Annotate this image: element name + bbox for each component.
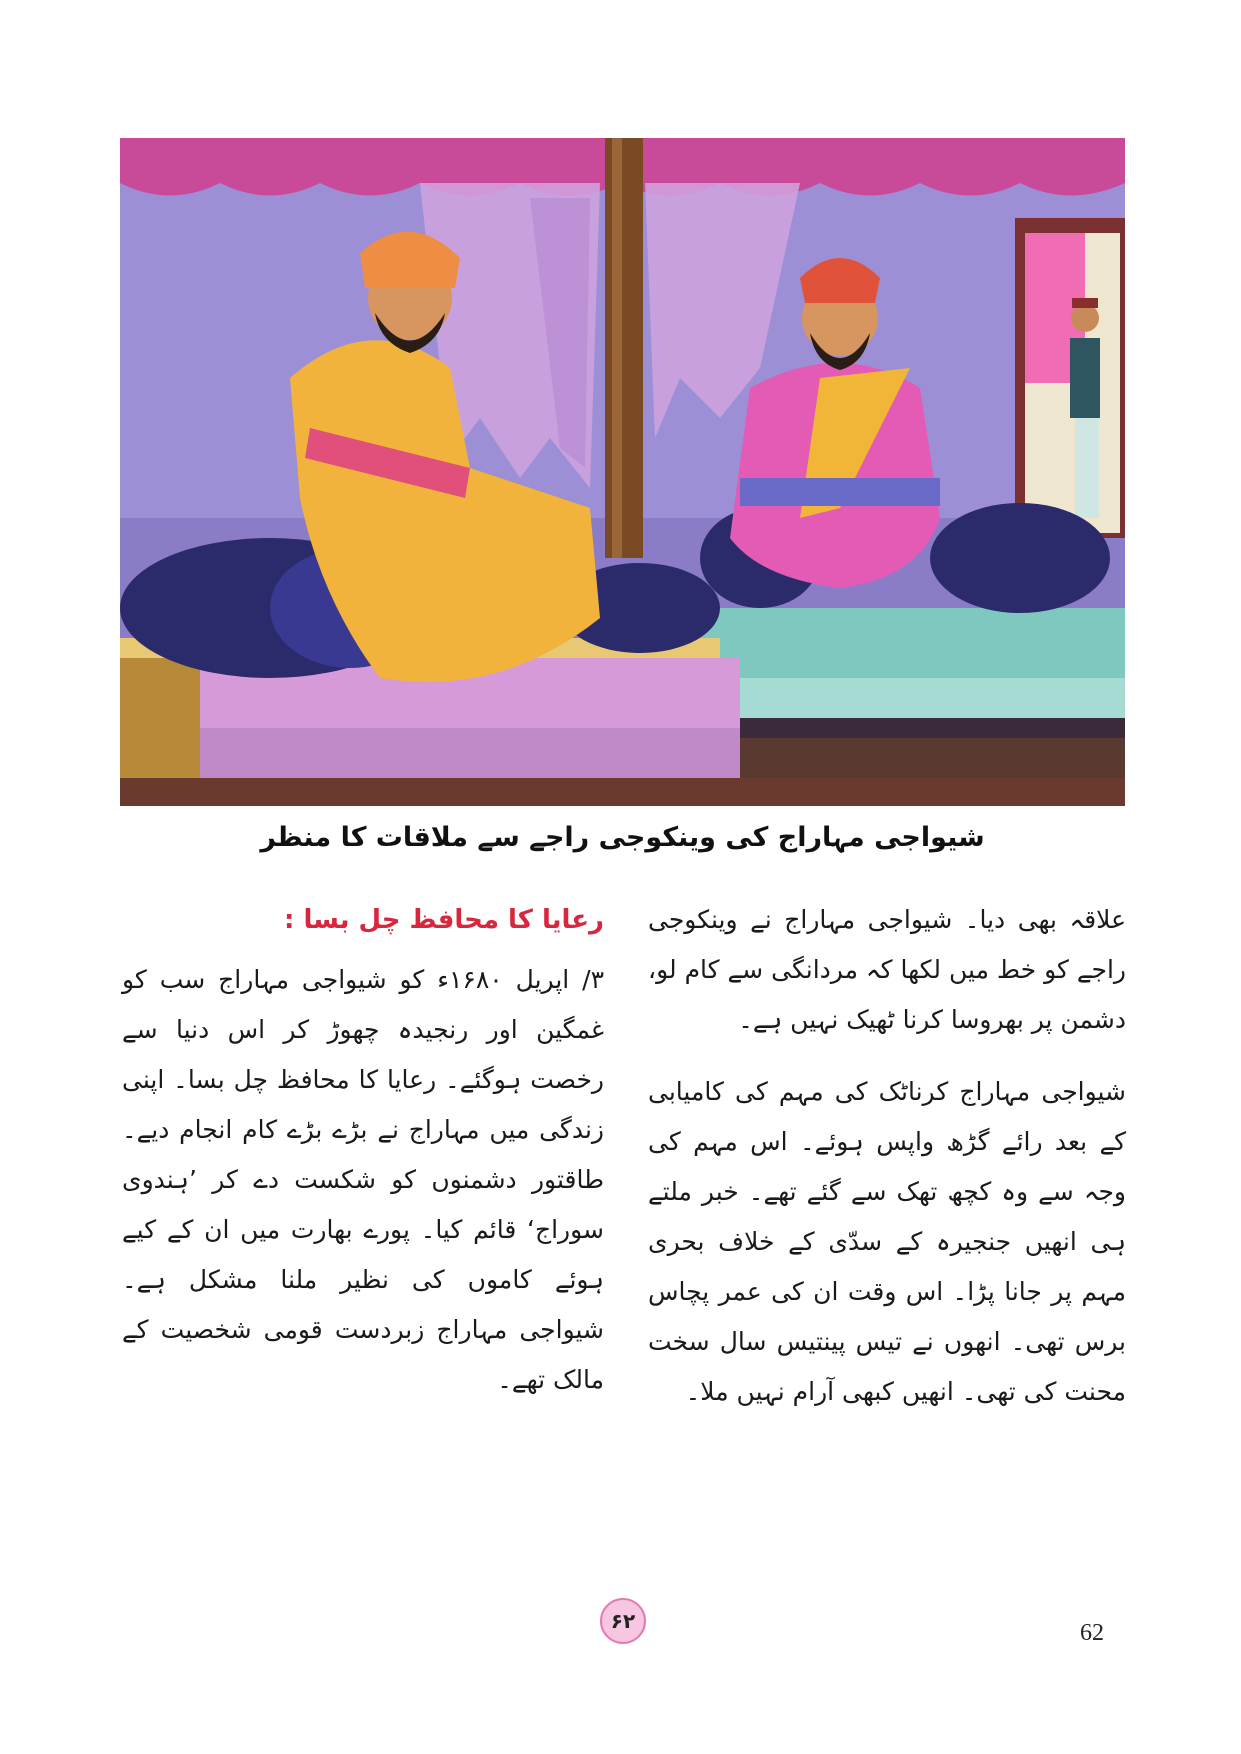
section-heading: رعایا کا محافظ چل بسا : (284, 905, 604, 935)
page-number: 62 (1080, 1620, 1104, 1646)
right-column (648, 895, 1126, 1417)
left-column (122, 895, 604, 1405)
right-paragraph-1: علاقہ بھی دیا۔ شیواجی مہاراج نے وینکوجی راجے کو خط میں لکھا کہ مردانگی سے کام لو، دشمن پر بھروسا کرنا ٹھیک نہیں ہے۔ (648, 905, 1126, 1034)
illustration (120, 138, 1125, 806)
right-paragraph-2: شیواجی مہاراج کرناٹک کی مہم کی کامیابی کے بعد رائے گڑھ واپس ہوئے۔ اس مہم کی وجہ سے وہ کچھ تھک سے گئے تھے۔ خبر ملتے ہی انھیں جنجیرہ کے سدّی کے خلاف بحری مہم پر جانا پڑا۔ اس وقت ان کی عمر پچاس برس تھی۔ انھوں نے تیس پینتیس سال سخت محنت کی تھی۔ انھیں کبھی آرام نہیں ملا۔ (648, 1077, 1126, 1406)
left-paragraph: ۳/ اپریل ۱۶۸۰ء کو شیواجی مہاراج سب کو غمگین اور رنجیدہ چھوڑ کر اس دنیا سے رخصت ہوگئے۔ رعایا کا محافظ چل بسا۔ اپنی زندگی میں مہاراج نے بڑے بڑے کام انجام دیے۔ طاقتور دشمنوں کو شکست دے کر ’ہندوی سوراج‘ قائم کیا۔ پورے بھارت میں ان کے کیے ہوئے کاموں کی نظیر ملنا مشکل ہے۔ شیواجی مہاراج زبردست قومی شخصیت کے مالک تھے۔ (122, 965, 605, 1394)
illustration-caption: شیواجی مہاراج کی وینکوجی راجے سے ملاقات کا منظر (260, 822, 985, 853)
page-badge: ۶۲ (600, 1598, 646, 1644)
